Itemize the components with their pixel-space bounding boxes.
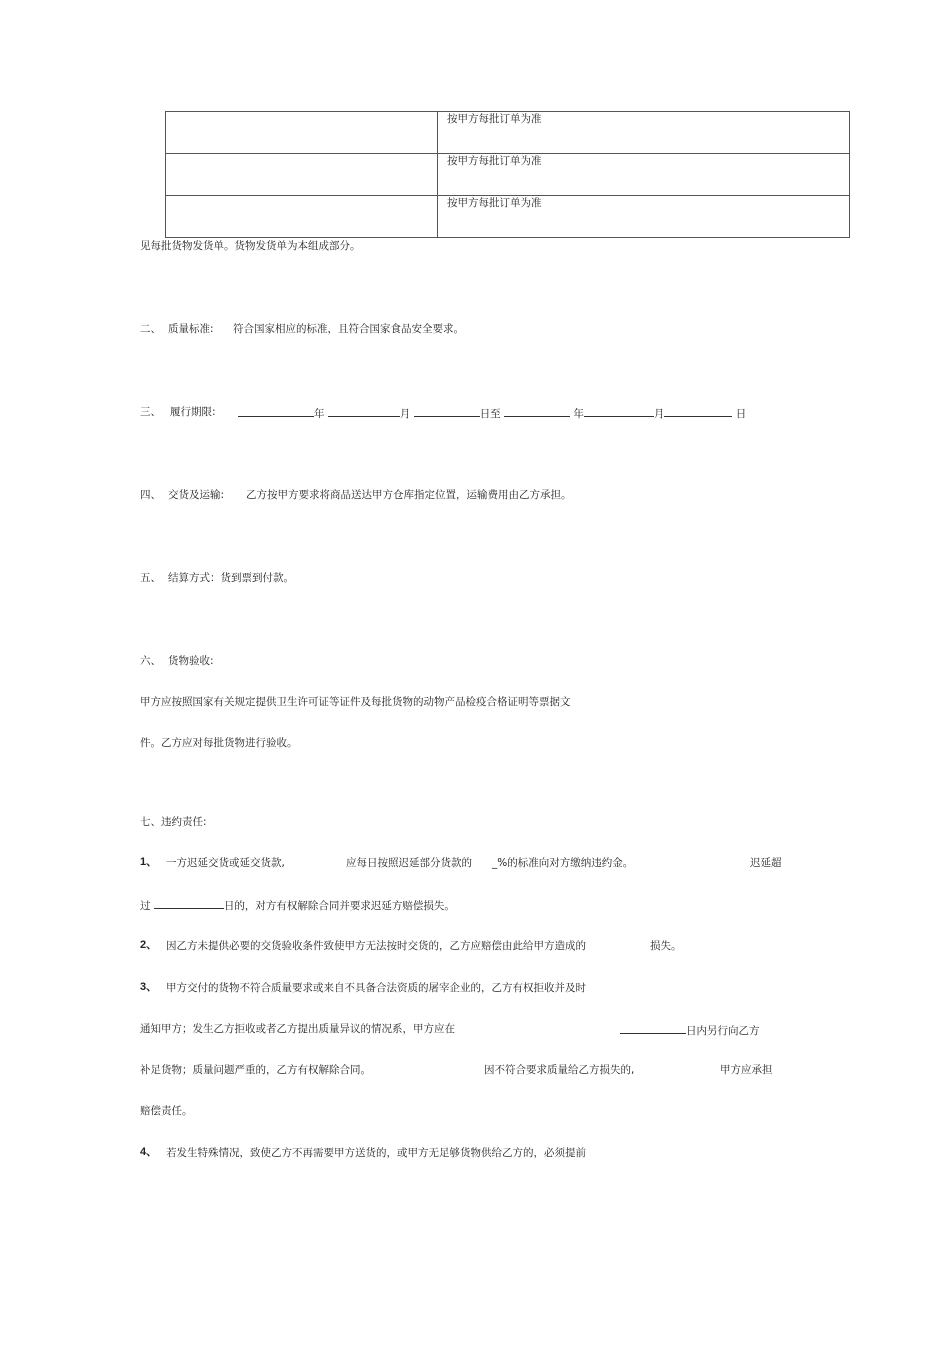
section-2-text: 符合国家相应的标准，且符合国家食品安全要求。 [233,323,464,335]
table-cell: 按甲方每批订单为准 [438,196,850,238]
item-1-line2 [140,897,455,913]
table-cell [166,196,438,238]
year-blank[interactable] [238,405,314,417]
section-6-title: 货物验收: [168,655,214,667]
section-5-text: 结算方式：货到票到付款。 [168,572,294,584]
section-6-number: 六、 [140,655,161,667]
item-3-text-b: 通知甲方；发生乙方拒收或者乙方提出质量异议的情况系，甲方应在 [140,1023,455,1035]
section-6-line2: 件。乙方应对每批货物进行验收。 [140,737,298,749]
item-3-line2-tail [620,1022,760,1038]
item-4-text-a: 若发生特殊情况，致使乙方不再需要甲方送货的，或甲方无足够货物供给乙方的，必须提前 [166,1147,586,1159]
section-4-number: 四、 [140,489,161,501]
section-2-title: 质量标准: [168,323,214,335]
item-1-text-b: 应每日按照迟延部分货款的 [346,857,472,869]
term-line [238,405,746,421]
days-blank[interactable] [154,897,224,909]
table-cell [166,112,438,154]
item-4-number: 4、 [140,1146,158,1158]
section-4-text: 乙方按甲方要求将商品送达甲方仓库指定位置，运输费用由乙方承担。 [246,489,572,501]
table-row [166,112,850,154]
month2-label: 月 [653,408,665,420]
table-row [166,154,850,196]
table-row [166,196,850,238]
replenish-days-blank[interactable] [620,1022,686,1034]
invoice-note: 见每批货物发货单。货物发货单为本组成部分。 [140,240,361,252]
section-4-title: 交货及运输: [168,489,225,501]
month-label: 月 [399,408,411,420]
item-3-number: 3、 [140,981,158,993]
table-cell [166,154,438,196]
item-3-text-f: 甲方应承担 [720,1064,773,1076]
item-1-text-e-post: 日的，对方有权解除合同并要求迟延方赔偿损失。 [223,900,455,912]
item-2-text-a: 因乙方未提供必要的交货验收条件致使甲方无法按时交货的，乙方应赔偿由此给甲方造成的 [166,940,586,952]
section-3-number: 三、 [140,406,161,418]
section-7-title: 七、违约责任: [140,816,207,828]
item-2-number: 2、 [140,939,158,951]
month2-blank[interactable] [584,405,654,417]
item-1-text-d: 迟延超 [750,857,782,869]
day2-blank[interactable] [664,405,732,417]
month-blank[interactable] [328,405,400,417]
item-3-text-a: 甲方交付的货物不符合质量要求或来自不具备合法资质的屠宰企业的，乙方有权拒收并及时 [166,982,586,994]
item-1-text-c: _%的标准向对方缴纳违约金。 [492,857,634,869]
section-5-number: 五、 [140,572,161,584]
section-3-title: 履行期限: [170,406,216,418]
item-3-text-g: 赔偿责任。 [140,1105,193,1117]
item-3-text-d: 补足货物；质量问题严重的，乙方有权解除合同。 [140,1064,371,1076]
item-1-text-e-pre: 过 [140,900,151,912]
table-cell: 按甲方每批订单为准 [438,154,850,196]
year-label: 年 [314,408,325,420]
section-2-number: 二、 [140,323,161,335]
item-1-text-a: 一方迟延交货或延交货款, [166,857,285,869]
item-3-text-e: 因不符合要求质量给乙方损失的, [484,1064,635,1076]
item-2-text-b: 损失。 [650,940,682,952]
item-1-number: 1、 [140,856,158,868]
order-table [165,111,850,238]
table-cell: 按甲方每批订单为准 [438,112,850,154]
section-6-line1: 甲方应按照国家有关规定提供卫生许可证等证件及每批货物的动物产品检疫合格证明等票据文 [140,696,571,708]
year2-label: 年 [573,408,584,420]
item-3-text-c: 日内另行向乙方 [686,1025,760,1037]
year2-blank[interactable] [504,405,570,417]
day-to-label: 日至 [479,408,501,420]
day-blank[interactable] [414,405,480,417]
day2-label: 日 [735,408,747,420]
